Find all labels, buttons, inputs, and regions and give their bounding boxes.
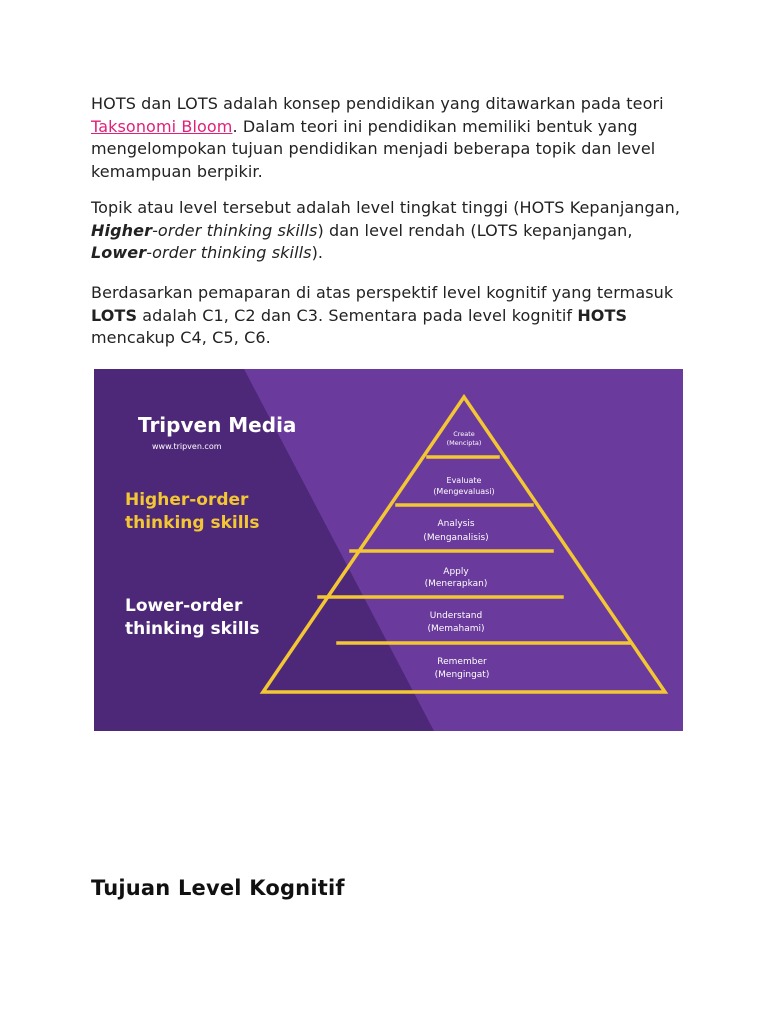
level-remember-translation: (Mengingat) (434, 670, 490, 680)
bloom-taxonomy-pyramid-image (94, 369, 683, 731)
cognitive-text-a: Berdasarkan pemaparan di atas perspektif level kognitif yang termasuk (91, 283, 674, 302)
lower-rest-italic: -order thinking skills (146, 243, 312, 262)
intro-paragraph (91, 93, 691, 183)
level-create-translation: (Mencipta) (446, 439, 482, 447)
lower-emphasis: Lower (91, 243, 147, 262)
level-evaluate-name: Evaluate (446, 476, 482, 485)
brand-url: www.tripven.com (152, 442, 222, 451)
lots-bold: LOTS (91, 305, 138, 325)
hots-label-line2: thinking skills (125, 513, 260, 533)
cognitive-text-c: mencakup C4, C5, C6. (91, 328, 271, 347)
higher-rest-italic: -order thinking skills (152, 220, 318, 240)
section-heading: Tujuan Level Kognitif (91, 876, 345, 900)
level-remember-name: Remember (437, 657, 487, 667)
hots-bold: HOTS (577, 305, 628, 325)
level-analysis-translation: (Menganalisis) (423, 533, 489, 543)
cognitive-text-b: adalah C1, C2 dan C3. Sementara pada level kognitif (137, 305, 578, 325)
brand-title: Tripven Media (138, 413, 297, 437)
level-understand-translation: (Memahami) (427, 624, 485, 634)
level-evaluate-translation: (Mengevaluasi) (433, 487, 495, 496)
level-analysis-name: Analysis (437, 519, 475, 529)
lots-label-line1: Lower-order (125, 596, 243, 616)
level-create-name: Create (453, 430, 475, 438)
levels-text-c: ). (311, 243, 324, 262)
cognitive-paragraph (91, 282, 691, 350)
level-understand-name: Understand (429, 611, 483, 621)
intro-text-b: . Dalam teori ini pendidikan memiliki bentuk yang mengelompokan tujuan pendidikan menjadi beberapa topik dan level kemampuan berpikir. (91, 116, 656, 181)
levels-text-a: Topik atau level tersebut adalah level tingkat tinggi (HOTS Kepanjangan, (91, 198, 681, 217)
intro-text-a: HOTS dan LOTS adalah konsep pendidikan yang ditawarkan pada teori (91, 94, 664, 113)
level-apply-translation: (Menerapkan) (424, 579, 488, 589)
higher-emphasis: Higher (91, 220, 153, 240)
levels-paragraph (91, 197, 691, 265)
levels-text-b: ) dan level rendah (LOTS kepanjangan, (317, 220, 633, 240)
lots-label-line2: thinking skills (125, 619, 260, 639)
taksonomi-bloom-link[interactable]: Taksonomi Bloom (91, 116, 233, 136)
hots-label-line1: Higher-order (125, 490, 249, 510)
level-apply-name: Apply (443, 567, 469, 577)
